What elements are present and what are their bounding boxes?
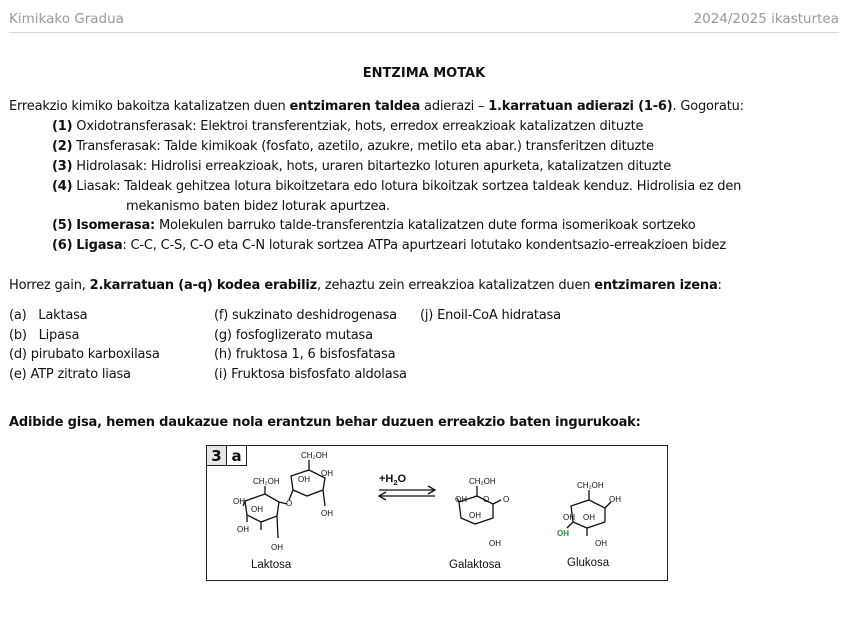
class-item-5: (5) Isomerasa: Molekulen barruko talde-transferentzia katalizatzen dute forma isomerikoak sortzeko	[52, 218, 696, 233]
enzyme-g: (g) fosfoglizerato mutasa	[214, 328, 373, 343]
lactose-o-bridge: O	[286, 499, 293, 508]
page-header	[9, 10, 839, 33]
lactose-oh-7: OH	[321, 509, 333, 518]
instruction-paragraph: Horrez gain, 2.karratuan (a-q) kodea erabiliz, zehaztu zein erreakzioa katalizatzen duen entzimaren izena:	[9, 278, 722, 293]
lactose-ch2oh-1: CH₂OH	[253, 477, 280, 486]
enzyme-b: (b) Lipasa	[9, 328, 80, 343]
enzyme-f: (f) sukzinato deshidrogenasa	[214, 308, 397, 323]
class-item-3: (3) Hidrolasak: Hidrolisi erreakzioak, hots, uraren bitartezko loturen apurketa, katalizatzen dituzte	[52, 159, 672, 174]
enzyme-e: (e) ATP zitrato liasa	[9, 367, 131, 382]
class-item-6: (6) Ligasa: C-C, C-S, C-O eta C-N loturak sortzea ATPa apurtzeari lotutako kondentsazio-erreakzioen bidez	[52, 238, 726, 253]
header-year: 2024/2025 ikasturtea	[693, 11, 839, 27]
page-title: ENTZIMA MOTAK	[362, 66, 486, 81]
glucose-ch2oh: CH₂OH	[577, 481, 604, 490]
example-heading: Adibide gisa, hemen daukazue nola erantzun behar duzuen erreakzio baten ingurukoak:	[9, 415, 641, 430]
glucose-oh-2: OH	[563, 513, 575, 522]
label-lactose: Laktosa	[251, 559, 292, 571]
galactose-o-2: O	[503, 495, 510, 504]
lactose-ch2oh-2: CH₂OH	[301, 451, 328, 460]
galactose-oh-3: OH	[489, 539, 501, 548]
intro-paragraph: Erreakzio kimiko bakoitza katalizatzen duen entzimaren taldea adierazi – 1.karratuan adierazi (1-6). Gogoratu:	[9, 99, 744, 114]
header-course: Kimikako Gradua	[9, 11, 124, 27]
enzyme-d: (d) pirubato karboxilasa	[9, 347, 160, 362]
square-number: 3	[207, 446, 227, 466]
class-item-1: (1) Oxidotransferasak: Elektroi transferentziak, hots, erredox erreakzioak katalizatzen dituzte	[52, 119, 644, 134]
lactose-oh-2: OH	[251, 505, 263, 514]
lactose-oh-4: OH	[271, 543, 283, 552]
class-item-4-cont: mekanismo baten bidez loturak apurtzea.	[126, 199, 390, 214]
glucose-oh-3: OH	[583, 513, 595, 522]
glucose-oh-green: OH	[557, 529, 569, 538]
class-item-2: (2) Transferasak: Talde kimikoak (fosfato, azetilo, azukre, metilo eta abar.) transferitzen dituzte	[52, 139, 654, 154]
galactose-oh-2: OH	[469, 511, 481, 520]
lactose-oh-1: OH	[233, 497, 245, 506]
galactose-ch2oh: CH₂OH	[469, 477, 496, 486]
label-glucose: Glukosa	[567, 557, 610, 569]
glucose-oh-4: OH	[595, 539, 607, 548]
square-letter: a	[227, 446, 247, 466]
lactose-oh-5: OH	[298, 475, 310, 484]
lactose-oh-6: OH	[321, 469, 333, 478]
enzyme-a: (a) Laktasa	[9, 308, 88, 323]
lactose-oh-3: OH	[237, 525, 249, 534]
galactose-o: O	[483, 495, 490, 504]
reaction-diagram	[207, 446, 666, 579]
enzyme-i: (i) Fruktosa bisfosfato aldolasa	[214, 367, 407, 382]
enzyme-h: (h) fruktosa 1, 6 bisfosfatasa	[214, 347, 396, 362]
class-item-4: (4) Liasak: Taldeak gehitzea lotura bikoitzetara edo lotura bikoitzak sortzea taldeak kenduz. Hidrolisia ez den	[52, 179, 742, 194]
glucose-oh-1: OH	[609, 495, 621, 504]
enzyme-j: (j) Enoil-CoA hidratasa	[420, 308, 561, 323]
label-galactose: Galaktosa	[449, 559, 501, 571]
reagent-water: $+H_2O$	[379, 473, 407, 487]
galactose-oh-1: OH	[455, 495, 467, 504]
reaction-figure	[206, 445, 668, 581]
